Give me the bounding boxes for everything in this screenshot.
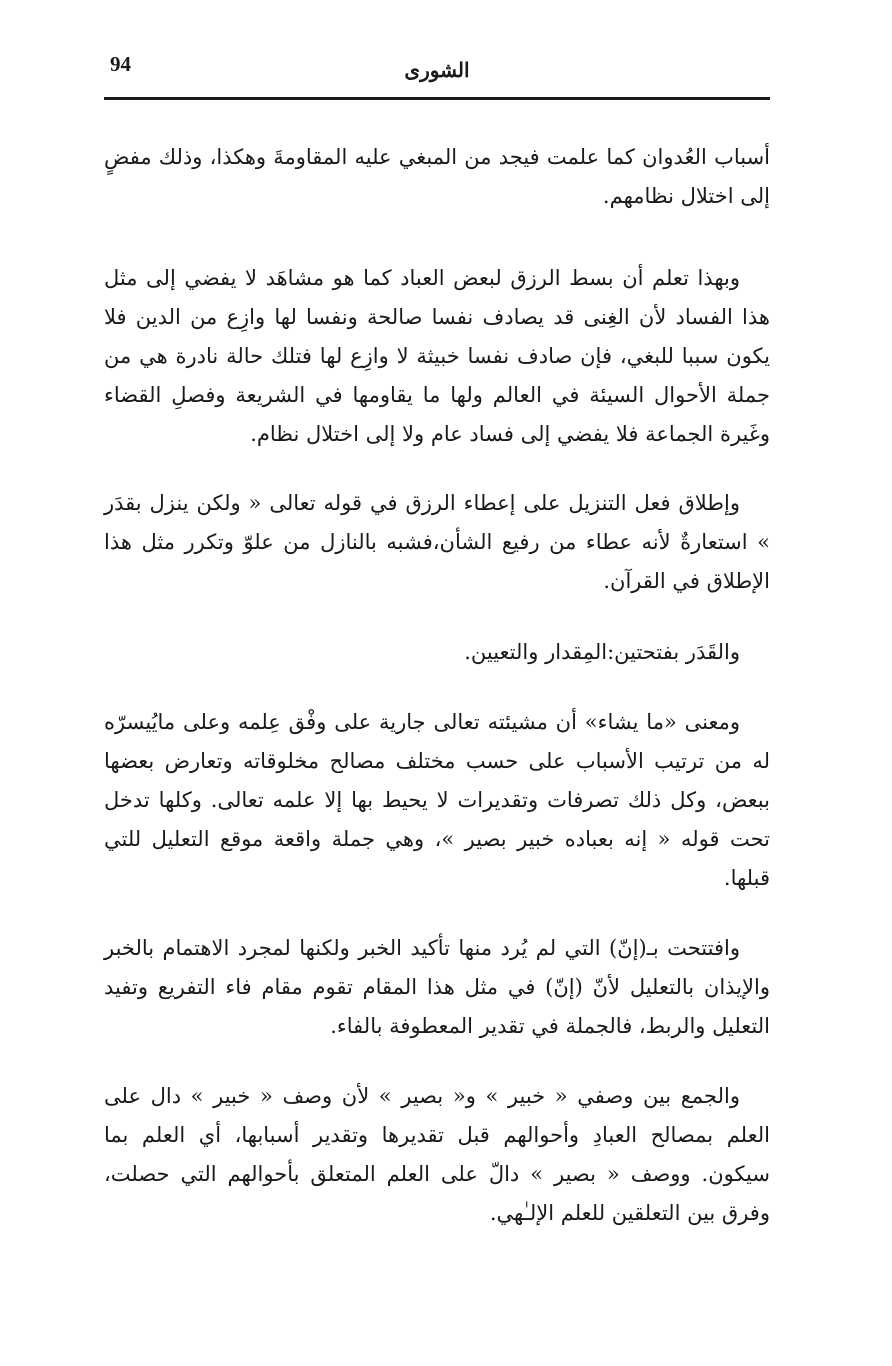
paragraph: وافتتحت بـ(إنّ) التي لم يُرد منها تأكيد الخبر ولكنها لمجرد الاهتمام بالخبر والإيذان بالتعليل لأنّ (إنّ) في مثل هذا المقام تقوم مقام فاء التفريع وتفيد التعليل والربط، فالجملة في تقدير المعطوفة بالفاء. xyxy=(104,936,770,1038)
running-title: الشورى xyxy=(404,58,470,82)
paragraph: والقَدَر بفتحتين:المِقدار والتعيين. xyxy=(464,640,740,664)
header-rule xyxy=(104,97,770,100)
paragraph: وإطلاق فعل التنزيل على إعطاء الرزق في قوله تعالى « ولكن ينزل بقدَر » استعارةٌ لأنه عطاء من رفيع الشأن،فشبه بالنازل من علوّ وتكرر مثل هذا الإطلاق في القرآن. xyxy=(104,491,770,593)
paragraph: أسباب العُدوان كما علمت فيجد من المبغي عليه المقاومةَ وهكذا، وذلك مفضٍ إلى اختلال نظامهم. xyxy=(104,145,770,208)
paragraph: والجمع بين وصفي « خبير » و« بصير » لأن وصف « خبير » دال على العلم بمصالح العبادِ وأحوالهم قبل تقديرها وتقدير أسبابها، أي العلم بما سيكون. ووصف « بصير » دالّ على العلم المتعلق بأحوالهم التي حصلت، وفرق بين التعلقين للعلم الإلـٰهي. xyxy=(104,1084,770,1225)
paragraph: ومعنى «ما يشاء» أن مشيئته تعالى جارية على وفْق عِلمه وعلى مايُيسرّه له من ترتيب الأسباب على حسب مختلف مصالح مخلوقاته وتعارض بعضها ببعض، وكل ذلك تصرفات وتقديرات لا يحيط بها إلا علمه تعالى. وكلها تدخل تحت قوله « إنه بعباده خبير بصير »، وهي جملة واقعة موقع التعليل للتي قبلها. xyxy=(104,710,770,890)
paragraph: وبهذا تعلم أن بسط الرزق لبعض العباد كما هو مشاهَد لا يفضي إلى مثل هذا الفساد لأن الغِنى قد يصادف نفسا صالحة ونفسا لها وازِع من الدين فلا يكون سببا للبغي، فإن صادف نفسا خبيثة لا وازِع لها فتلك حالة نادرة هي من جملة الأحوال السيئة في العالم ولها ما يقاومها في الشريعة وفصلِ القضاء وغَيرة الجماعة فلا يفضي إلى فساد عام ولا إلى اختلال نظام. xyxy=(104,266,770,446)
page-number: 94 xyxy=(110,52,131,76)
body-text xyxy=(104,138,770,1233)
page-header xyxy=(104,52,770,98)
